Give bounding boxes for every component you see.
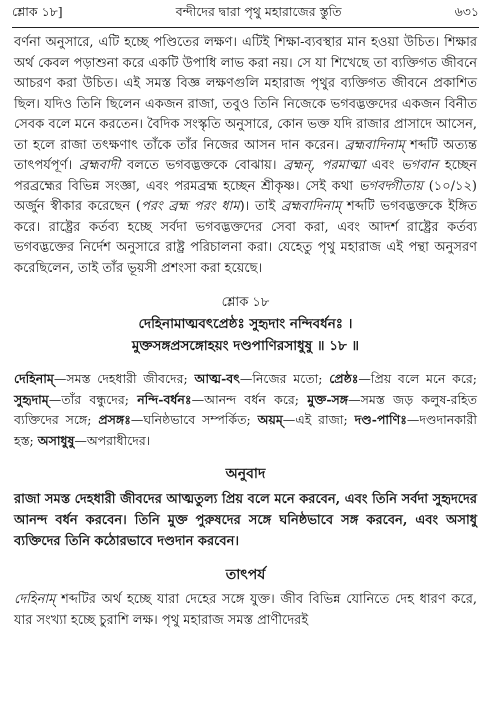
page-number: ৬৩১ bbox=[454, 4, 479, 19]
purport-heading: তাৎপর্য bbox=[225, 567, 266, 583]
italic-term: দেহিনাম্ bbox=[14, 592, 56, 607]
italic-term: ব্রহ্মবাদিনাম্ bbox=[344, 137, 405, 153]
running-header bbox=[12, 4, 479, 26]
intro-text: বলতে ভগবদ্ভক্তকে বোঝায়। bbox=[120, 158, 284, 173]
intro-paragraph bbox=[14, 33, 477, 279]
purport-text bbox=[14, 590, 477, 631]
synonym-meaning: —সমস্ত জড় কলুষ-রহিত ব্যক্তিদের সঙ্গে; bbox=[14, 391, 477, 427]
synonym-word: সুহৃদাম্ bbox=[14, 391, 49, 407]
synonym-meaning: —তাঁর বন্ধুদের; bbox=[48, 391, 138, 407]
synonym-meaning: —আনন্দ বর্ধন করে; bbox=[191, 391, 308, 407]
chapter-title: বন্দীদের দ্বারা পৃথু মহারাজের স্তুতি bbox=[175, 4, 342, 19]
synonym-word: প্রেষ্ঠঃ bbox=[329, 371, 359, 386]
synonym-word: আত্ম-বৎ bbox=[194, 371, 240, 386]
intro-text: )। তাই bbox=[239, 199, 282, 214]
purport-body: শব্দটির অর্থ হচ্ছে যারা দেহের সঙ্গে যুক্ত। জীব বিভিন্ন যোনিতে দেহ ধারণ করে, যার সংখ্যা হচ্ছে চুরাশি লক্ষ। পৃথু মহারাজ সমস্ত প্রাণীদেরই bbox=[14, 592, 477, 628]
synonym-word: দণ্ড-পাণিঃ bbox=[354, 412, 407, 427]
synonym-word: মুক্ত-সঙ্গ bbox=[307, 391, 349, 407]
synonyms-block bbox=[14, 369, 477, 451]
italic-term: পরং ব্রহ্ম পরং ধাম bbox=[141, 199, 240, 214]
synonym-meaning: —অপরাধীদের। bbox=[74, 432, 151, 448]
synonym-meaning: —নিজের মতো; bbox=[239, 371, 330, 386]
translation-text: রাজা সমস্ত দেহধারী জীবদের আত্মতুল্য প্রিয় বলে মনে করবেন, এবং তিনি সর্বদা সুহৃদদের আনন্দ বর্ধন করবেন। তিনি মুক্ত পুরুষদের সঙ্গে ঘনিষ্ঠভাবে সঙ্গ করবেন, এবং অসাধু ব্যক্তিদের তিনি কঠোরভাবে দণ্ডদান করবেন। bbox=[14, 492, 477, 549]
synonym-meaning: —সমস্ত দেহধারী জীবদের; bbox=[53, 371, 195, 386]
italic-term: ব্রহ্মন্, পরমাত্মা bbox=[283, 158, 365, 173]
synonym-meaning: —প্রিয় বলে মনে করে; bbox=[358, 371, 477, 386]
italic-term: ভগবদ্গীতায় bbox=[358, 178, 423, 194]
synonym-meaning: —দণ্ডদানকারী হস্ত; bbox=[14, 412, 477, 448]
verse-line-1: দেহিনামাত্মবৎপ্রেষ্ঠঃ সুহৃদাং নন্দিবর্ধনঃ । bbox=[138, 316, 353, 332]
page-body bbox=[14, 33, 477, 631]
italic-term: ভগবান bbox=[401, 158, 439, 173]
intro-text: হচ্ছেন পরব্রহ্মের বিভিন্ন সংজ্ঞা, এবং পরমব্রহ্ম হচ্ছেন শ্রীকৃষ্ণ। সেই কথা bbox=[14, 158, 477, 194]
verse-line-2: মুক্তসঙ্গপ্রসঙ্গোহয়ং দণ্ডপাণিরসাধুষু ॥ ১৮ ॥ bbox=[131, 338, 360, 354]
intro-text: শব্দটি ভগবদ্ভক্তকে ইঙ্গিত করে। রাষ্ট্রের কর্তব্য হচ্ছে সর্বদা ভগবদ্ভক্তদের সেবা করা, এবং আদর্শ রাষ্ট্রের কর্তব্য ভগবদ্ভক্তের নির্দেশ অনুসারে রাষ্ট্র পরিচালনা করা। যেহেতু পৃথু মহারাজ এই পন্থা অনুসরণ করেছিলেন, তাই তাঁর ভূয়সী প্রশংসা করা হয়েছে। bbox=[14, 199, 477, 276]
synonym-meaning: —ঘনিষ্ঠভাবে সম্পর্কিত; bbox=[130, 412, 258, 427]
synonym-word: প্রসঙ্গঃ bbox=[98, 412, 131, 427]
intro-text: বর্ণনা অনুসারে, এটি হচ্ছে পণ্ডিতের লক্ষণ। এটিই শিক্ষা-ব্যবস্থার মান হওয়া উচিত। শিক্ষার অর্থ কেবল পড়াশুনা করে একটি উপাধি লাভ করা নয়। সে যা শিখেছে তা ব্যক্তিগত জীবনে আচরণ করা উচিত। এই সমস্ত বিজ্ঞ লক্ষণগুলি মহারাজ পৃথুর ব্যক্তিগত জীবনে প্রকাশিত ছিল। যদিও তিনি ছিলেন একজন রাজা, তবুও তিনি নিজেকে ভগবদ্ভক্তদের একজন বিনীত সেবক বলে মনে করতেন। বৈদিক সংস্কৃতি অনুসারে, কোন ভক্ত যদি রাজার প্রাসাদে আসেন, তা হলে রাজা তৎক্ষণাৎ তাঁকে তাঁর নিজের আসন দান করেন। bbox=[14, 35, 477, 153]
intro-text: (১০/১২) অর্জুন স্বীকার করেছেন ( bbox=[14, 178, 478, 214]
intro-text: শব্দটি অত্যন্ত তাৎপর্যপূর্ণ। bbox=[14, 137, 477, 173]
synonym-word: অসাধুষু bbox=[37, 432, 75, 448]
intro-text: এবং bbox=[364, 158, 402, 173]
verse-reference: শ্লোক ১৮] bbox=[12, 4, 63, 19]
synonym-meaning: —এই রাজা; bbox=[282, 412, 355, 427]
synonym-word: নন্দি-বর্ধনঃ bbox=[137, 391, 192, 407]
translation-heading: অনুবাদ bbox=[225, 466, 266, 482]
synonym-word: দেহিনাম্ bbox=[14, 371, 54, 386]
synonym-word: অয়ম্ bbox=[257, 412, 283, 427]
italic-term: ব্রহ্মবাদিনাম্ bbox=[281, 199, 342, 214]
verse-heading: শ্লোক ১৮ bbox=[221, 295, 270, 310]
italic-term: ব্রহ্মবাদী bbox=[78, 158, 121, 173]
header-rule bbox=[12, 27, 479, 28]
